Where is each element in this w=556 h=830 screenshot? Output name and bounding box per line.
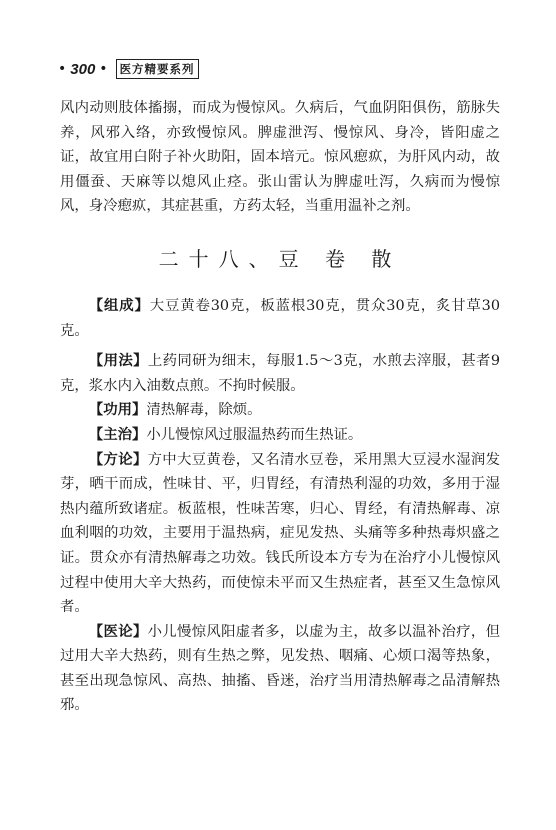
usage-label: 【用法】	[88, 352, 148, 370]
bullet-left: •	[58, 61, 67, 77]
bullet-right: •	[99, 61, 108, 77]
running-header	[58, 58, 199, 80]
page-number: 300	[70, 60, 96, 78]
composition-paragraph	[60, 294, 500, 343]
function-paragraph	[60, 398, 500, 423]
function-text: 清热解毒，除烦。	[146, 402, 262, 419]
commentary-paragraph	[60, 620, 500, 718]
usage-paragraph	[60, 349, 500, 398]
composition-text: 大豆黄卷30克，板蓝根30克，贯众30克，炙甘草30克。	[60, 297, 500, 339]
commentary-text: 小儿慢惊风阳虚者多，以虚为主，故多以温补治疗，但过用大辛大热药，则有生热之弊，见发热、咽痛、心烦口渴等热象，甚至出现急惊风、高热、抽搐、昏迷，治疗当用清热解毒之品清解热邪。	[60, 623, 500, 714]
analysis-paragraph	[60, 448, 500, 620]
usage-text: 上药同研为细末，每服1.5～3克，水煎去滓服，甚者9克，浆水内入油数点煎。不拘时候服。	[60, 353, 500, 394]
function-label: 【功用】	[88, 401, 147, 419]
indication-paragraph	[60, 423, 500, 448]
intro-paragraph: 风内动则肢体搐搦，而成为慢惊风。久病后，气血阴阳俱伤，筋脉失养，风邪入络，亦致慢惊风。脾虚泄泻、慢惊风、身冷，皆阳虚之证，故宜用白附子补火助阳，固本培元。惊风瘛疭，为肝风内动，故用僵蚕、天麻等以熄风止痉。张山雷认为脾虚吐泻，久病而为慢惊风，身冷瘛疭，其症甚重，方药太轻，当重用温补之剂。	[60, 100, 500, 215]
page-body	[60, 96, 500, 718]
section-title: 二十八、豆 卷 散	[158, 246, 402, 271]
analysis-label: 【方论】	[88, 450, 148, 468]
series-title-box: 医方精要系列	[116, 59, 199, 79]
composition-label: 【组成】	[88, 296, 150, 314]
indication-text: 小儿慢惊风过服温热药而生热证。	[146, 426, 363, 443]
commentary-label: 【医论】	[88, 622, 148, 640]
indication-label: 【主治】	[88, 425, 147, 443]
analysis-text: 方中大豆黄卷，又名清水豆卷，采用黑大豆浸水湿润发芽，晒干而成，性味甘、平，归胃经，有清热利湿的功效，多用于湿热内蕴所致诸症。板蓝根，性味苦寒，归心、胃经，有清热解毒、凉血利咽的功效，主要用于温热病，症见发热、头痛等多种热毒炽盛之证。贯众亦有清热解毒之功效。钱氏所设本方专为在治疗小儿慢惊风过程中使用大辛大热药，而使惊未平而又生热症者，甚至又生急惊风者。	[60, 451, 500, 616]
